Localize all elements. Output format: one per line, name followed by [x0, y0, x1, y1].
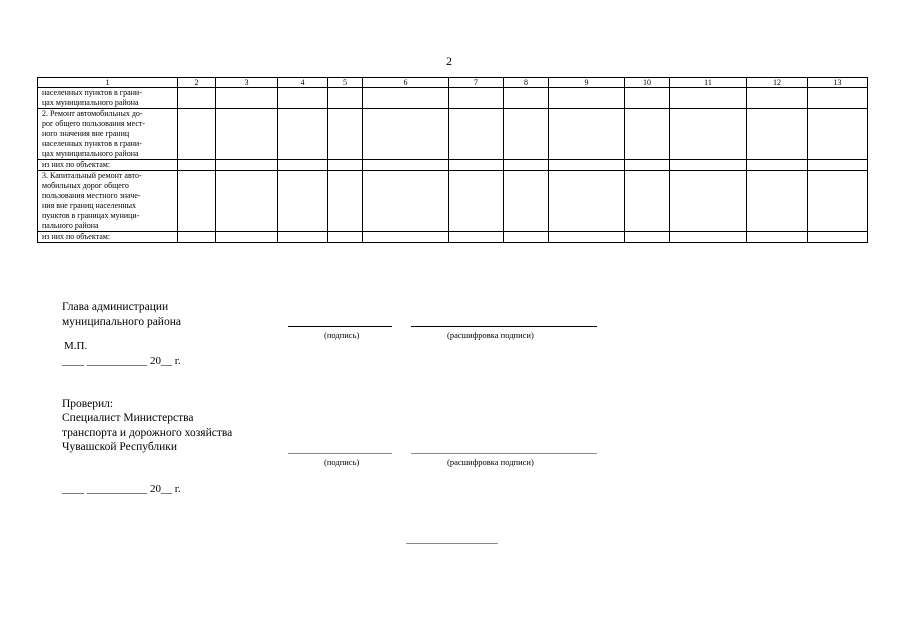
head-decode-line[interactable]	[411, 326, 597, 327]
row-description	[38, 109, 178, 160]
row-description-line: из них по объектам:	[42, 160, 111, 169]
table-row	[38, 88, 868, 109]
stamp-label: М.П.	[64, 340, 88, 352]
row-description-line: населенных пунктов в грани-	[42, 139, 142, 148]
head-title-line1: Глава администрации	[62, 301, 169, 313]
column-number: 2	[178, 78, 216, 88]
column-number: 6	[363, 78, 449, 88]
checker-title-line1: Специалист Министерства	[62, 412, 194, 424]
table-row	[38, 160, 868, 171]
report-table	[37, 77, 868, 243]
column-number: 4	[278, 78, 328, 88]
table-row	[38, 171, 868, 232]
column-number: 8	[504, 78, 549, 88]
row-description-line: мобильных дорог общего	[42, 181, 129, 190]
checker-decode-line[interactable]	[411, 453, 597, 454]
checker-decode-caption: (расшифровка подписи)	[447, 457, 534, 467]
row-description-line: ного значения вне границ	[42, 129, 130, 138]
table-row	[38, 232, 868, 243]
checked-label: Проверил:	[62, 398, 114, 410]
page-number: 2	[446, 54, 452, 68]
head-signature-caption: (подпись)	[324, 330, 360, 340]
checker-title-line3: Чувашской Республики	[62, 441, 178, 453]
footer-divider	[406, 543, 498, 544]
column-number: 5	[328, 78, 363, 88]
column-number: 1	[38, 78, 178, 88]
head-title-line2: муниципального района	[62, 316, 181, 328]
row-description	[38, 232, 178, 243]
column-number: 13	[808, 78, 868, 88]
row-description	[38, 171, 178, 232]
row-description-line: пального района	[42, 221, 99, 230]
row-description-line: населенных пунктов в грани-	[42, 88, 142, 97]
column-number: 7	[449, 78, 504, 88]
table-row	[38, 109, 868, 160]
checker-signature-line[interactable]	[288, 453, 392, 454]
row-description-line: пользования местного значе-	[42, 191, 141, 200]
row-description-line: рог общего пользования мест-	[42, 119, 146, 128]
column-number: 11	[670, 78, 747, 88]
table-header-row	[38, 78, 868, 88]
row-description-line: из них по объектам:	[42, 232, 111, 241]
row-description-line: цах муниципального района	[42, 149, 139, 158]
head-signature-line[interactable]	[288, 326, 392, 327]
column-number: 10	[625, 78, 670, 88]
column-number: 12	[747, 78, 808, 88]
column-number: 9	[549, 78, 625, 88]
row-description	[38, 160, 178, 171]
row-description-line: 3. Капитальный ремонт авто-	[42, 171, 142, 180]
checker-title-line2: транспорта и дорожного хозяйства	[62, 427, 233, 439]
row-description-line: цах муниципального района	[42, 98, 139, 107]
head-date-field[interactable]: ____ ___________ 20__ г.	[62, 355, 181, 367]
row-description	[38, 88, 178, 109]
row-description-line: 2. Ремонт автомобильных до-	[42, 109, 143, 118]
row-description-line: пунктов в границах муници-	[42, 211, 140, 220]
column-number: 3	[216, 78, 278, 88]
row-description-line: ния вне границ населенных	[42, 201, 137, 210]
checker-date-field[interactable]: ____ ___________ 20__ г.	[62, 483, 181, 495]
checker-signature-caption: (подпись)	[324, 457, 360, 467]
head-decode-caption: (расшифровка подписи)	[447, 330, 534, 340]
